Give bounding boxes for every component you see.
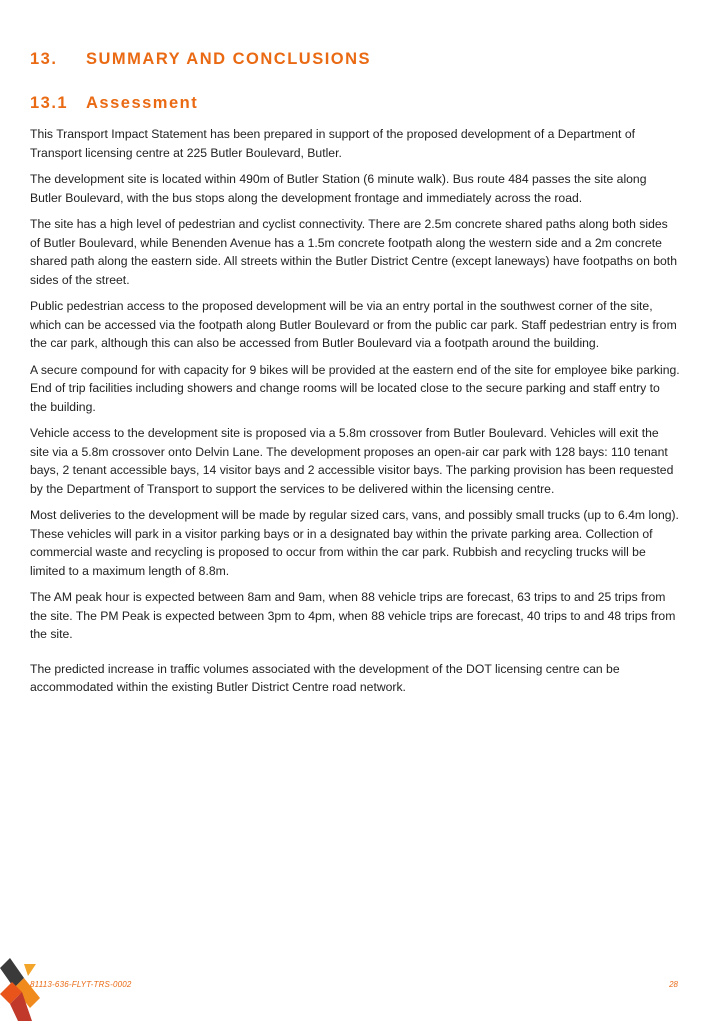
paragraph: The development site is located within 490m of Butler Station (6 minute walk). Bus route 484 passes the site along Butler Boulevard, with the bus stops along the development frontage and immediately across the road. [30, 172, 647, 205]
section-number: 13. [30, 50, 58, 68]
subsection-number: 13.1 [30, 94, 69, 112]
paragraph: The predicted increase in traffic volumes associated with the development of the DOT licensing centre can be accommodated within the existing Butler District Centre road network. [30, 661, 620, 694]
document-code: 81113-636-FLYT-TRS-0002 [30, 980, 132, 989]
subsection-heading [30, 94, 198, 113]
paragraph: The AM peak hour is expected between 8am and 9am, when 88 vehicle trips are forecast, 63 trips to and 25 trips from the site. The PM Peak is expected between 3pm to 4pm, when 88 vehicle trips are forecast, 40 trips to and 48 trips from the site. [30, 590, 676, 641]
paragraph: The site has a high level of pedestrian and cyclist connectivity. There are 2.5m concrete shared paths along both sides of Butler Boulevard, while Benenden Avenue has a 1.5m concrete footpath along the western side and a 2m concrete shared path along the eastern side. All streets within the Butler District Centre (except laneways) have footpaths on both sides of the street. [30, 217, 677, 287]
body-text [30, 125, 680, 705]
paragraph: Public pedestrian access to the proposed development will be via an entry portal in the southwest corner of the site, which can be accessed via the footpath along Butler Boulevard or from the public car park. Staff pedestrian entry is from the car park, although this can also be accessed from Butler Boulevard via a footpath around the building. [30, 299, 677, 350]
paragraph: A secure compound for with capacity for 9 bikes will be provided at the eastern end of the site for employee bike parking. End of trip facilities including showers and change rooms will be located close to the secure parking and staff entry to the building. [30, 362, 680, 414]
subsection-title: Assessment [86, 94, 199, 112]
paragraph: This Transport Impact Statement has been prepared in support of the proposed development of a Department of Transport licensing centre at 225 Butler Boulevard, Butler. [30, 127, 635, 160]
paragraph: Most deliveries to the development will be made by regular sized cars, vans, and possibly small trucks (up to 6.4m long). These vehicles will park in a visitor parking bays or in a designated bay within the private parking area. Collection of commercial waste and recycling is proposed to occur from within the car park. Rubbish and recycling trucks will be limited to a maximum length of 8.8m. [30, 508, 679, 578]
paragraph: Vehicle access to the development site is proposed via a 5.8m crossover from Butler Boulevard. Vehicles will exit the site via a 5.8m crossover onto Delvin Lane. The development proposes an open-air car park with 128 bays: 110 tenant bays, 2 tenant accessible bays, 14 visitor bays and 2 accessible visitor bays. The parking provision has been requested by the Department of Transport to support the services to be delivered within the licensing centre. [30, 426, 674, 496]
section-heading [30, 50, 371, 69]
page-number: 28 [669, 980, 678, 989]
company-logo-icon [0, 958, 42, 1021]
section-title: SUMMARY AND CONCLUSIONS [86, 50, 372, 68]
